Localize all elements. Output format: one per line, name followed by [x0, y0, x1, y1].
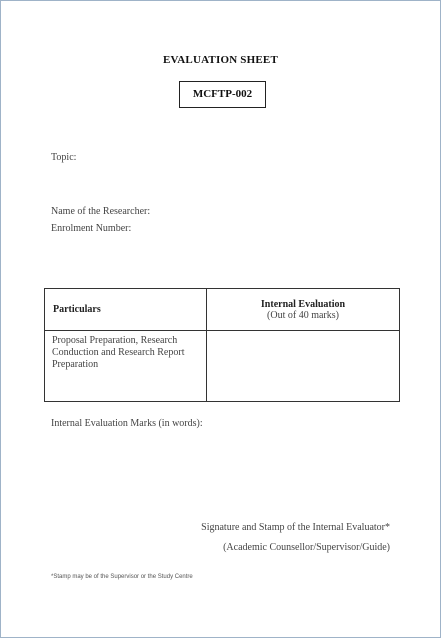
topic-label: Topic: — [51, 152, 77, 163]
table-header-row — [45, 289, 400, 331]
marks-cell — [207, 331, 400, 402]
page-title: EVALUATION SHEET — [163, 54, 278, 66]
course-code-box: MCFTP-002 — [179, 81, 266, 108]
internal-evaluation-title: Internal Evaluation — [260, 298, 346, 310]
marks-in-words-label: Internal Evaluation Marks (in words): — [51, 418, 203, 429]
internal-evaluation-header — [207, 289, 400, 331]
particulars-header: Particulars — [45, 289, 207, 331]
researcher-name-label: Name of the Researcher: — [51, 206, 151, 217]
internal-evaluation-subtitle: (Out of 40 marks) — [267, 309, 339, 321]
footnote: *Stamp may be of the Supervisor or the Study Centre — [51, 574, 193, 580]
enrolment-number-label: Enrolment Number: — [51, 223, 132, 234]
evaluator-role: (Academic Counsellor/Supervisor/Guide) — [223, 542, 390, 553]
particulars-cell: Proposal Preparation, Research Conduction and Research Report Preparation — [45, 331, 207, 402]
table-row — [45, 331, 400, 402]
evaluation-table — [44, 288, 400, 402]
signature-line: Signature and Stamp of the Internal Evaluator* — [201, 522, 390, 533]
